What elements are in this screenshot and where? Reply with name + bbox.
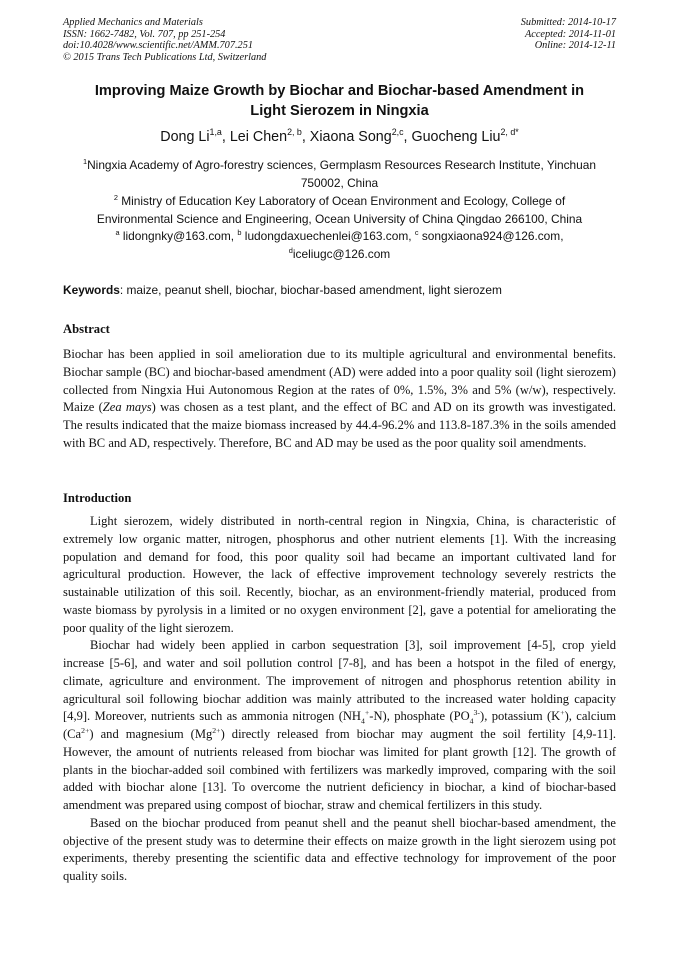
affiliation-1-line-1: [63, 157, 616, 175]
affiliation-2-line-1: [63, 193, 616, 211]
email-line-1: [63, 228, 616, 246]
journal-name: Applied Mechanics and Materials: [63, 17, 203, 28]
affiliation-sup: 1: [83, 157, 88, 167]
email-address: lidongnky@163.com,: [119, 229, 238, 243]
intro-text: ) and magnesium (Mg: [89, 727, 213, 741]
accepted-date: Accepted: 2014-11-01: [524, 28, 616, 40]
intro-text: Biochar had widely been applied in carbon sequestration [3], soil improvement [4-5], crop yield increase [5-6], and water and soil pollution control [7-8], and has been a hotspot in the filed of energy, climate, agriculture and environment. The improvement of nitrogen and phosphorus retention ability in agricultural soil following biochar addition was mainly attributed to the increased water holding capacity [4,9]. Moreover, nutrients such as ammonia nitrogen (NH: [63, 638, 616, 724]
email-address: songxiaona924@126.com,: [418, 229, 564, 243]
affiliation-1: [63, 157, 616, 192]
affiliation-2: [63, 193, 616, 263]
chem-superscript: 3-: [473, 708, 481, 718]
chem-superscript: 2+: [212, 725, 221, 735]
species-name: Zea mays: [102, 400, 152, 415]
abstract-paragraph: [63, 346, 616, 453]
author-name: Xiaona Song: [309, 129, 392, 145]
email-sup: d: [288, 245, 293, 255]
chem-superscript: 2+: [81, 725, 90, 735]
intro-text: -N), phosphate (PO: [369, 709, 470, 724]
intro-text: ), potassium (K: [480, 709, 561, 724]
author-separator: ,: [221, 129, 230, 145]
email-sup: b: [237, 228, 242, 238]
intro-paragraph-3: Based on the biochar produced from peanut shell and the peanut shell biochar-based amendment, the objective of the present study was to determine their effects on maize growth in the light sierozem using pot experiments, thereby presenting the scientific data and effective technology for improvement of the poor quality soils.: [63, 815, 616, 883]
author-separator: ,: [403, 129, 412, 145]
chem-superscript: +: [364, 708, 370, 718]
author-affil-sup: 2, b: [287, 127, 302, 138]
submitted-date: Submitted: 2014-10-17: [520, 17, 616, 28]
intro-text: ), calcium (Ca: [63, 709, 616, 741]
author-name: Dong Li: [160, 129, 210, 145]
email-address: ludongdaxuechenlei@163.com,: [241, 229, 415, 243]
author-name: Lei Chen: [229, 129, 288, 145]
introduction-body: [63, 513, 616, 886]
affiliation-2-line-2: Environmental Science and Engineering, Ocean University of China Qingdao 266100, China: [96, 211, 583, 226]
chem-subscript: 4: [361, 716, 365, 726]
affiliation-text: Ministry of Education Key Laboratory of Ocean Environment and Ecology, College of: [117, 194, 566, 208]
journal-doi: doi:10.4028/www.scientific.net/AMM.707.251: [63, 40, 253, 52]
intro-text: ) directly released from biochar may augment the soil fertility [4,9-11]. However, the amount of nutrients released from biochar was limited for plant growth [12]. The growth of plants in the biochar-added soil combined with fertilizers was markedly improved, comparing with the soil added with biochar alone [13]. To overcome the nutrient deficiency in biochar, a kind of biochar-based amendment was prepared using compost of biochar, straw and chemical fertilizers in this study.: [63, 727, 616, 812]
affiliation-1-line-2: 750002, China: [300, 175, 379, 190]
author-name: Guocheng Liu: [411, 129, 501, 145]
email-sup: a: [115, 228, 120, 238]
affiliation-sup: 2: [113, 193, 118, 203]
email-line-2: [63, 246, 616, 264]
intro-paragraph-2: [63, 637, 616, 815]
email-address: iceliugc@126.com: [292, 246, 391, 261]
author-affil-sup: 2,c: [391, 127, 404, 138]
title-line-2: Light Sierozem in Ningxia: [250, 102, 429, 119]
title-line-1: Improving Maize Growth by Biochar and Biochar-based Amendment in: [94, 83, 585, 99]
introduction-heading: Introduction: [63, 491, 132, 505]
chem-subscript: 4: [469, 716, 474, 726]
author-affil-sup: 2, d*: [500, 127, 519, 138]
journal-copyright: © 2015 Trans Tech Publications Ltd, Switzerland: [63, 51, 267, 63]
author-affil-sup: 1,a: [209, 127, 222, 138]
keywords-label: Keywords: [63, 283, 120, 297]
intro-paragraph-1: Light sierozem, widely distributed in north-central region in Ningxia, China, is characteristic of extremely low organic matter, nitrogen, phosphorus and other nutrient elements [1]. With the increasing population and demand for food, this poor quality soil had became an important cultivated land for agricultural production. However, the lack of effective improvement technology severely restricts the sustainable utilization of this soil. Recently, biochar, as an environment-friendly material, produced from waste biomass by pyrolysis in a limited or no oxygen environment [2], gave a potential for ameliorating the poor quality of the light sierozem.: [63, 514, 616, 635]
abstract-body: [63, 346, 616, 453]
abstract-heading: Abstract: [63, 322, 110, 336]
journal-header-right: [521, 17, 616, 52]
author-list: [63, 128, 616, 146]
abstract-text: Biochar has been applied in soil amelioration due to its multiple agricultural and environmental benefits. Biochar sample (BC) and biochar-based amendment (AD) were added into a poor quality soil (light sierozem) collected from Ningxia Hui Autonomous Region at the rates of 0%, 1.5%, 3% and 5% (w/w), respectively. Maize (: [63, 347, 616, 415]
chem-superscript: +: [560, 708, 565, 718]
online-date: Online: 2014-12-11: [534, 40, 616, 52]
abstract-text: ) was chosen as a test plant, and the effect of BC and AD on its growth was investigated. The results indicated that the maize biomass increased by 44.4-96.2% and 113.8-187.3% in the soils amended with BC and AD, respectively. Therefore, BC and AD may be used as the poor quality soil amendments.: [63, 400, 616, 450]
affiliation-text: Ningxia Academy of Agro-forestry sciences, Germplasm Resources Research Institute, Yinchuan: [87, 158, 596, 172]
journal-issn: ISSN: 1662-7482, Vol. 707, pp 251-254: [63, 28, 226, 40]
paper-title: [63, 82, 616, 121]
author-separator: ,: [301, 129, 310, 145]
email-sup: c: [414, 228, 419, 238]
journal-header-left: [63, 17, 266, 63]
keywords-text: : maize, peanut shell, biochar, biochar-based amendment, light sierozem: [119, 283, 502, 297]
keywords: [63, 282, 616, 299]
